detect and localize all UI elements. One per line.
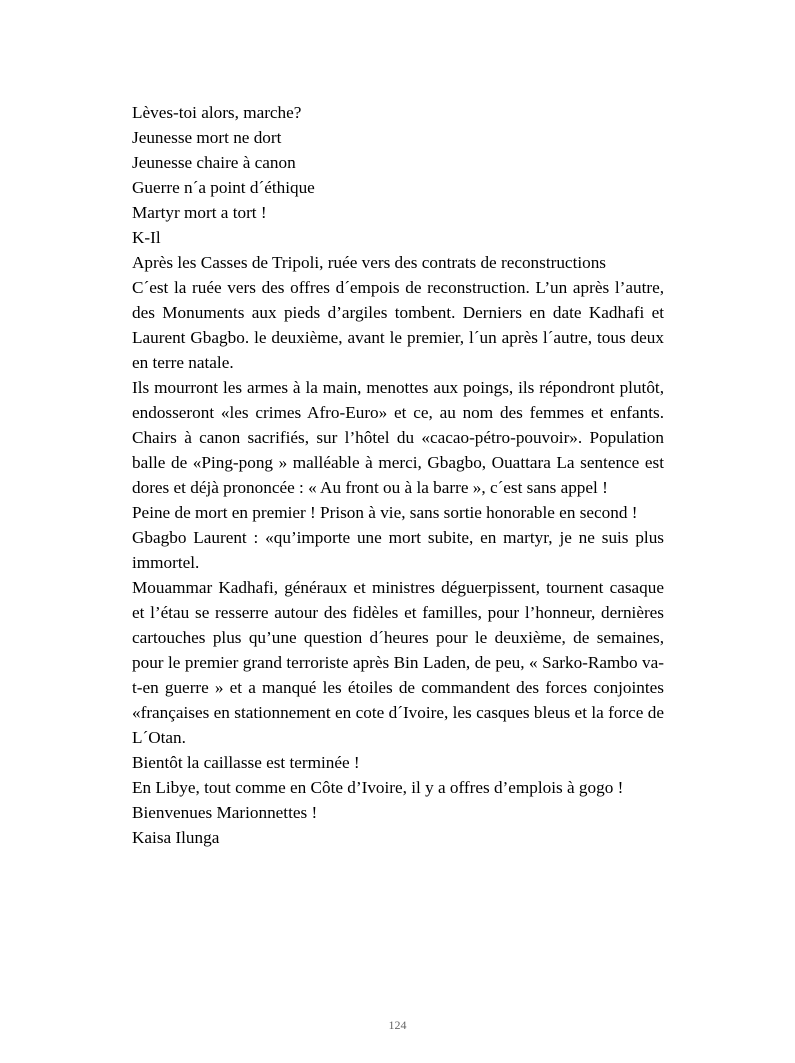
poem-line: Lèves-toi alors, marche?	[132, 103, 302, 122]
author-name: Kaisa Ilunga	[132, 828, 220, 847]
paragraph: Bientôt la caillasse est terminée !	[132, 753, 360, 772]
poem-line: Martyr mort a tort !	[132, 203, 267, 222]
poem-line: Jeunesse mort ne dort	[132, 128, 282, 147]
poem-line: Guerre n´a point d´éthique	[132, 178, 315, 197]
section-heading: Après les Casses de Tripoli, ruée vers des contrats de reconstructions	[132, 253, 606, 272]
paragraph: Peine de mort en premier ! Prison à vie, sans sortie honorable en second !	[132, 503, 638, 522]
poem-signature: K-Il	[132, 228, 161, 247]
page-text	[132, 100, 664, 850]
paragraph: En Libye, tout comme en Côte d’Ivoire, il y a offres d’emplois à gogo !	[132, 778, 624, 797]
paragraph: Gbagbo Laurent : «qu’importe une mort subite, en martyr, je ne suis plus immortel.	[132, 528, 664, 572]
paragraph: Mouammar Kadhafi, généraux et ministres déguerpissent, tournent casaque et l’étau se resserre autour des fidèles et familles, pour l’honneur, dernières cartouches plus qu’une question d´heures pour le deuxième, de semaines, pour le premier grand terroriste après Bin Laden, de peu, « Sarko-Rambo va-t-en guerre » et a manqué les étoiles de commandent des forces conjointes «françaises en stationnement en cote d´Ivoire, les casques bleus et la force de L´Otan.	[132, 578, 664, 747]
poem-line: Jeunesse chaire à canon	[132, 153, 296, 172]
paragraph: Bienvenues Marionnettes !	[132, 803, 318, 822]
paragraph: C´est la ruée vers des offres d´empois de reconstruction. L’un après l’autre, des Monuments aux pieds d’argiles tombent. Derniers en date Kadhafi et Laurent Gbagbo. le deuxième, avant le premier, l´un après l´autre, tous deux en terre natale.	[132, 278, 664, 372]
page-number: 124	[388, 1018, 407, 1032]
paragraph: Ils mourront les armes à la main, menottes aux poings, ils répondront plutôt, endosseront «les crimes Afro-Euro» et ce, au nom des femmes et enfants. Chairs à canon sacrifiés, sur l’hôtel du «cacao-pétro-pouvoir». Population balle de «Ping-pong » malléable à merci, Gbagbo, Ouattara La sentence est dores et déjà prononcée : « Au front ou à la barre », c´est sans appel !	[132, 378, 664, 497]
